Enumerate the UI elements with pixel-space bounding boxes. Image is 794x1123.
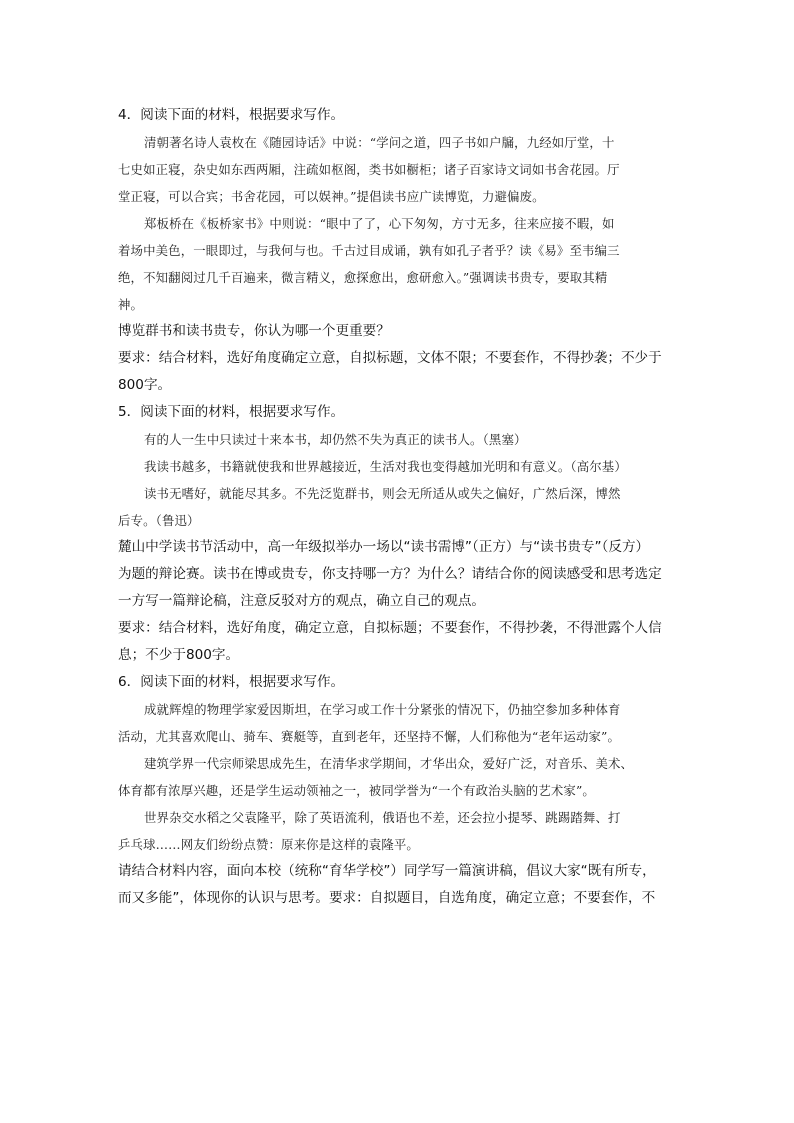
question-heading xyxy=(118,669,678,696)
question-number: 6． xyxy=(118,674,141,690)
material-line: 读书无嗜好，就能尽其多。不先泛览群书，则会无所适从或失之偏好，广然后深，博然 xyxy=(144,486,621,501)
task-line: 一方写一篇辩论稿，注意反驳对方的观点，确立自己的观点。 xyxy=(118,593,486,609)
material-paragraph xyxy=(118,426,678,453)
material-line: 成就辉煌的物理学家爱因斯坦，在学习或工作十分紧张的情况下，仍抽空参加多种体育 xyxy=(144,702,621,717)
material-paragraph xyxy=(118,453,678,480)
task-line: 800字。 xyxy=(118,377,172,393)
material-paragraph xyxy=(118,696,678,750)
material-line: 乒乓球……网友们纷纷点赞：原来你是这样的袁隆平。 xyxy=(118,837,419,852)
material-line: 七史如正寝，杂史如东西两厢，注疏如枢阁，类书如橱柜；诸子百家诗文词如书舍花园。厅 xyxy=(118,162,620,177)
question-block xyxy=(118,399,678,669)
material-paragraph xyxy=(118,804,678,858)
material-line: 体育都有浓厚兴趣，还是学生运动领袖之一，被同学誉为“一个有政治头脑的艺术家”。 xyxy=(118,783,595,798)
task-line: 要求：结合材料，选好角度确定立意，自拟标题，文体不限；不要套作，不得抄袭；不少于 xyxy=(118,350,662,366)
material-line: 世界杂交水稻之父袁隆平，除了英语流利，俄语也不差，还会拉小提琴、跳踢踏舞、打 xyxy=(144,810,621,825)
material-paragraph xyxy=(118,750,678,804)
question-prompt: 阅读下面的材料，根据要求写作。 xyxy=(140,674,345,690)
material-line: 绝，不知翻阅过几千百遍来，微言精义，愈探愈出，愈研愈入。”强调读书贵专，要取其精 xyxy=(118,270,608,285)
material-line: 活动，尤其喜欢爬山、骑车、赛艇等，直到老年，还坚持不懈，人们称他为“老年运动家”。 xyxy=(118,729,621,744)
document-page xyxy=(118,102,678,912)
question-heading xyxy=(118,102,678,129)
task-line: 博览群书和读书贵专，你认为哪一个更重要？ xyxy=(118,323,390,339)
material-line: 着场中美色，一眼即过，与我何与也。千古过目成诵，孰有如孔子者乎？读《易》至韦编三 xyxy=(118,243,620,258)
material-paragraph xyxy=(118,129,678,210)
task-line: 而又多能”，体现你的认识与思考。要求：自拟题目，自选角度，确定立意；不要套作，不 xyxy=(118,890,656,906)
material-line: 后专。（鲁迅） xyxy=(118,513,200,528)
material-line: 建筑学界一代宗师梁思成先生，在清华求学期间，才华出众，爱好广泛，对音乐、美术、 xyxy=(144,756,634,771)
material-line: 清朝著名诗人袁枚在《随园诗话》中说：“学问之道，四子书如户牖，九经如厅堂，十 xyxy=(144,135,615,150)
material-line: 郑板桥在《板桥家书》中则说：“眼中了了，心下匆匆，方寸无多，往来应接不暇，如 xyxy=(144,216,615,231)
task-line: 息；不少于800字。 xyxy=(118,647,240,663)
question-number: 4． xyxy=(118,107,141,123)
question-block xyxy=(118,669,678,912)
question-prompt: 阅读下面的材料，根据要求写作。 xyxy=(140,404,345,420)
task-line: 为题的辩论赛。读书在博或贵专，你支持哪一方？为什么？请结合你的阅读感受和思考选定 xyxy=(118,566,662,582)
question-number: 5． xyxy=(118,404,141,420)
task-line: 请结合材料内容，面向本校（统称“育华学校”）同学写一篇演讲稿，倡议大家“既有所专， xyxy=(118,863,656,879)
question-block xyxy=(118,102,678,399)
material-line: 我读书越多，书籍就使我和世界越接近，生活对我也变得越加光明和有意义。（高尔基） xyxy=(144,459,627,474)
question-prompt: 阅读下面的材料，根据要求写作。 xyxy=(140,107,345,123)
material-line: 神。 xyxy=(118,297,144,312)
material-paragraph xyxy=(118,480,678,534)
material-line: 有的人一生中只读过十来本书，却仍然不失为真正的读书人。（黑塞） xyxy=(144,432,527,447)
material-line: 堂正寝，可以合宾；书舍花园，可以娱神。”提倡读书应广读博览，力避偏废。 xyxy=(118,189,545,204)
task-line: 麓山中学读书节活动中，高一年级拟举办一场以“读书需博”（正方）与“读书贵专”（反方） xyxy=(118,539,650,555)
material-paragraph xyxy=(118,210,678,318)
question-heading xyxy=(118,399,678,426)
task-line: 要求：结合材料，选好角度，确定立意，自拟标题；不要套作，不得抄袭，不得泄露个人信 xyxy=(118,620,662,636)
